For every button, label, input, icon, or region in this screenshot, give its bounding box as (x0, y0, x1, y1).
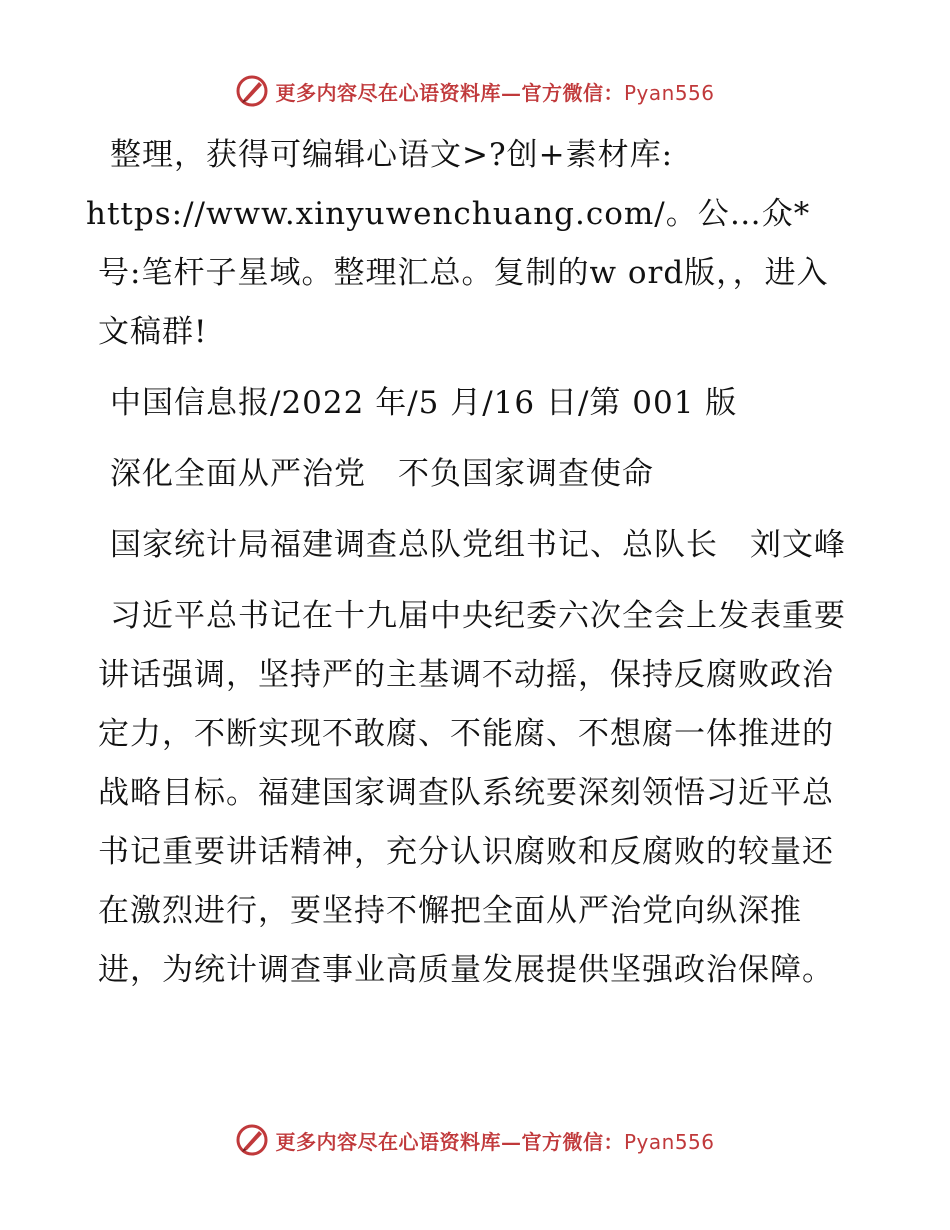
quill-logo-icon (235, 1123, 269, 1157)
banner-contact: Pyan556 (623, 80, 715, 105)
article-author: 国家统计局福建调查总队党组书记、总队长 刘文峰 (110, 527, 846, 563)
footer-banner (0, 1120, 950, 1160)
quill-logo-icon (235, 74, 269, 108)
article-body: 习近平总书记在十九届中央纪委六次全会上发表重要讲话强调，坚持严的主基调不动摇，保持反腐败政治定力，不断实现不敢腐、不能腐、不想腐一体推进的战略目标。福建国家调查队系统要深刻领悟习近平总书记重要讲话精神，充分认识腐败和反腐败的较量还在激烈进行，要坚持不懈把全面从严治党向纵深推进，为统计调查事业高质量发展提供坚强政治保障。 (98, 598, 846, 988)
banner-text: 更多内容尽在心语资料库—官方微信：Pyan556 (275, 80, 715, 105)
intro-paragraph (86, 126, 850, 362)
document-body (86, 126, 850, 1012)
header-banner (0, 71, 950, 111)
banner-text: 更多内容尽在心语资料库—官方微信：Pyan556 (275, 1129, 715, 1154)
intro-line-1: 整理，获得可编辑心语文>?创+素材库: (110, 137, 674, 173)
article-title: 深化全面从严治党 不负国家调查使命 (110, 456, 654, 492)
article-source: 中国信息报/2022 年/5 月/16 日/第 001 版 (110, 385, 738, 421)
banner-contact: Pyan556 (623, 1129, 715, 1154)
intro-line-2: https://www.xinyuwenchuang.com/。公…众*号:笔杆子星域。整理汇总。复制的w ord版，，进入文稿群! (86, 196, 829, 350)
